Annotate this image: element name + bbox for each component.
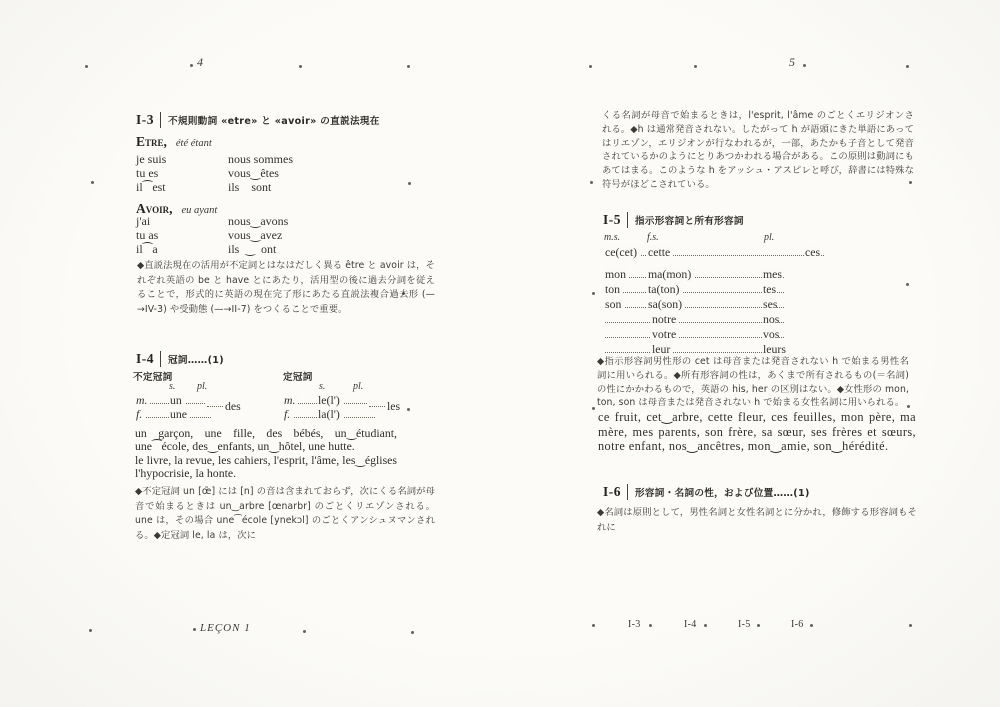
- examples-definite: le livre, la revue, les cahiers, l'esprit, l'âme, les‿églises l'hypocrisie, la honte.: [135, 453, 397, 481]
- adjective-row: mon ma(mon) mes: [604, 268, 786, 281]
- section-heading-i3: [136, 112, 380, 128]
- adjective-row: ton ta(ton) tes: [604, 283, 786, 296]
- article-plural-value: les: [367, 399, 400, 414]
- footer-index-tab: I-3: [628, 619, 641, 630]
- conjugation-row: il⁀est ils sont: [136, 180, 272, 194]
- registration-dot: [85, 65, 88, 68]
- article-table-headers: s. pl.: [169, 381, 208, 392]
- examples-i5: ce fruit, cet‿arbre, cette fleur, ces feuilles, mon père, ma mère, mes parents, son frère, sa sœur, ses frères et sœurs, notre enfant, nos‿ancêtres, mon‿amie, son‿hérédité.: [598, 410, 916, 454]
- section-title: 指示形容詞と所有形容詞: [635, 216, 744, 227]
- article-plural-value: des: [205, 399, 241, 414]
- registration-dot: [592, 624, 595, 627]
- footer-lesson-label: LEÇON 1: [200, 622, 251, 634]
- verb-etre-line: [136, 133, 212, 151]
- registration-dot: [91, 181, 94, 184]
- conjugation-etre: [136, 152, 326, 194]
- note-i5: ◆指示形容詞男性形の cet は母音または発音されない h で始まる男性名詞に用いられる。◆所有形容詞の性は，あくまで所有されるもの(＝名詞)の性にかかわるもので，英語の his, her の区別はない。◆女性形の mon, ton, son は母音または発音されない h で始まる女性名詞に用いられる。: [597, 356, 909, 409]
- section-label: I-3: [136, 112, 161, 128]
- registration-dot: [590, 181, 593, 184]
- conjugation-avoir: [136, 214, 326, 256]
- note-i4-continuation: くる名詞が母音で始まるときは，l'esprit, l'âme のごとくエリジオンされる。◆h は通常発音されない。したがって h が語頭にきた単語にあってはリエゾン，エリジオンが行なわれるが，一部，あたかも子音として発音されているかのようにとりあつかわれる場合がある。この原則は動詞にもあてはまる。このような h をアッシュ・アスピレと呼び，辞書には特殊な符号がほどこされている。: [602, 110, 914, 190]
- registration-dot: [694, 65, 697, 68]
- registration-dot: [649, 624, 652, 627]
- definite-article-label: 定冠詞: [283, 372, 313, 383]
- note-i3: ◆直説法現在の活用が不定詞とはなはだしく異る être と avoir は，それぞれ英語の be と have とにあたり，活用型の後に過去分詞を従えることで，形式的に英語の現在完了形にあたる直説法複合過去形 (—→IV-3) や受動態 (—→II-7) をつくることで重要。: [137, 260, 435, 316]
- section-title: 形容詞・名詞の性，および位置……(1): [635, 488, 810, 499]
- section-label: I-6: [603, 484, 628, 500]
- footer-index-tab: I-6: [791, 619, 804, 630]
- section-heading-i5: [603, 212, 744, 228]
- footer-index-tab: I-4: [684, 619, 697, 630]
- examples-indefinite: un garçon, une fille, des bébés, un‿étudiant, une⁀école, des‿enfants, un‿hôtel, une hutte.: [135, 426, 397, 454]
- article-row-f: f. la(l'): [283, 408, 377, 421]
- registration-dot: [407, 408, 410, 411]
- adjective-table: [604, 232, 834, 356]
- page-number-left: 4: [197, 55, 203, 69]
- verb-participles: été étant: [175, 138, 212, 149]
- section-title: 冠詞……(1): [168, 355, 224, 366]
- section-heading-i4: [136, 351, 224, 367]
- adjective-table-headers: m.s. f.s. pl.: [604, 232, 775, 243]
- note-i6: ◆名詞は原則として，男性名詞と女性名詞とに分かれ，修飾する形容詞もそれに: [597, 507, 917, 533]
- registration-dot: [906, 65, 909, 68]
- registration-dot: [303, 630, 306, 633]
- registration-dot: [407, 65, 410, 68]
- verb-participles: eu ayant: [181, 205, 218, 216]
- adjective-row: ce(cet) cette ces: [604, 246, 826, 259]
- registration-dot: [592, 292, 595, 295]
- registration-dot: [589, 65, 592, 68]
- section-label: I-5: [603, 212, 628, 228]
- indefinite-article-table: [135, 381, 241, 421]
- registration-dot: [810, 624, 813, 627]
- footer-index-tab: I-5: [738, 619, 751, 630]
- section-title: 不規則動詞 «etre» と «avoir» の直説法現在: [168, 116, 380, 127]
- conjugation-row: tu as vous‿avez: [136, 228, 283, 242]
- definite-article-table: [283, 381, 401, 421]
- indefinite-article-label: 不定冠詞: [133, 372, 173, 383]
- verb-infinitive: Avoir,: [136, 201, 173, 216]
- conjugation-row: je suis nous sommes: [136, 152, 294, 166]
- conjugation-row: tu es vous‿êtes: [136, 166, 279, 180]
- registration-dot: [803, 64, 806, 67]
- note-i4: ◆不定冠詞 un [œ̃] には [n] の音は含まれておらず，次にくる名詞が母音で始まるときは un‿arbre [œnarbr] のごとくリエゾンされる。une は，その場合 une⁀école [ynekɔl] のごとくアンシュヌマンされる。◆定冠詞 le, la は，次に: [135, 486, 435, 542]
- registration-dot: [906, 283, 909, 286]
- registration-dot: [89, 629, 92, 632]
- article-table-headers: s. pl.: [319, 381, 364, 392]
- registration-dot: [190, 64, 193, 67]
- section-label: I-4: [136, 351, 161, 367]
- registration-dot: [193, 628, 196, 631]
- registration-dot: [299, 65, 302, 68]
- registration-dot: [704, 624, 707, 627]
- adjective-row: son sa(son) ses: [604, 298, 786, 311]
- registration-dot: [411, 631, 414, 634]
- adjective-row: notre nos: [604, 313, 786, 326]
- adjective-row: leur leurs: [604, 343, 786, 356]
- registration-dot: [757, 624, 760, 627]
- conjugation-row: il⁀a ils ‿ ont: [136, 242, 277, 256]
- adjective-row: votre vos: [604, 328, 786, 341]
- article-row-m: m. le(l'): [283, 394, 377, 407]
- article-row-m: m. un: [135, 394, 213, 407]
- section-heading-i6: [603, 484, 810, 500]
- registration-dot: [408, 182, 411, 185]
- registration-dot: [592, 407, 595, 410]
- registration-dot: [909, 624, 912, 627]
- verb-infinitive: Etre,: [136, 134, 167, 149]
- conjugation-row: j'ai nous‿avons: [136, 214, 289, 228]
- page-number-right: 5: [789, 55, 795, 69]
- article-row-f: f. une: [135, 408, 213, 421]
